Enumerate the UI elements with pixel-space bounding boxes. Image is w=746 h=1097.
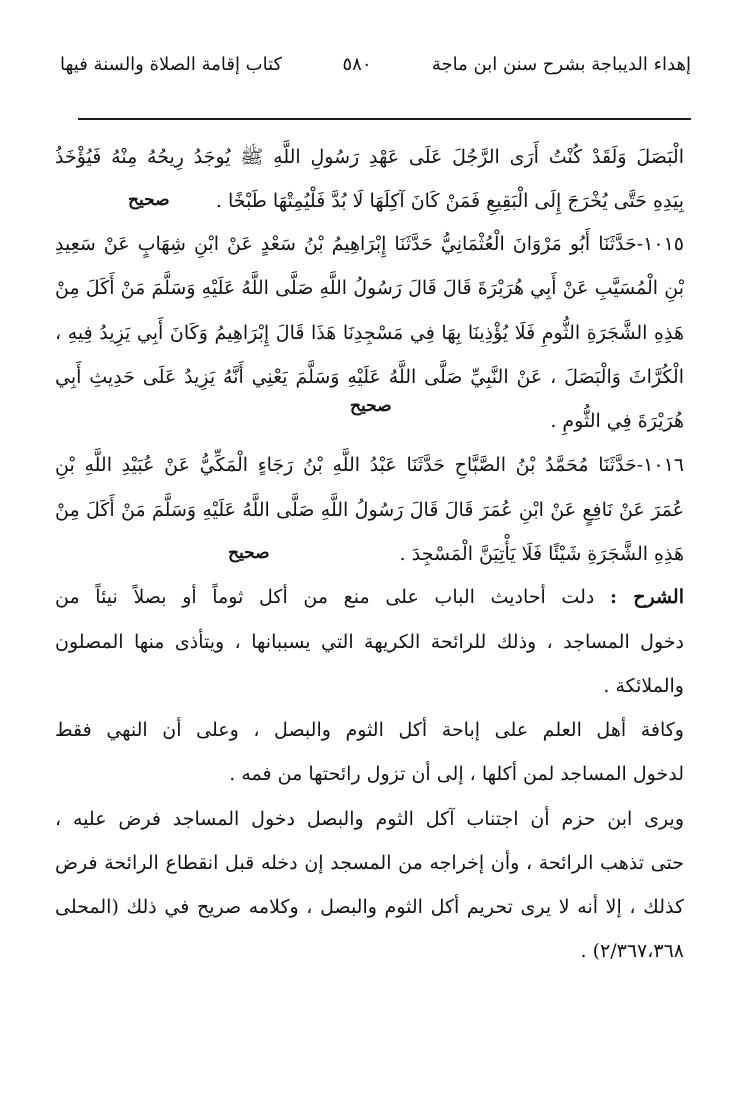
header-divider	[78, 118, 691, 120]
grade-badge-1: صحيح	[128, 190, 170, 210]
sharh-label: الشرح :	[609, 586, 684, 608]
page-number: ٥٨٠	[342, 53, 372, 75]
text-line-2: بِيَدِهِ حَتَّى يُخْرَجَ إِلَى الْبَقِيعِ فَمَنْ كَانَ آكِلَهَا لَا بُدَّ فَلْيُمِتْهَا طَبْخًا .	[215, 190, 684, 212]
text-line-1: الْبَصَلَ وَلَقَدْ كُنْتُ أَرَى الرَّجُلَ عَلَى عَهْدِ رَسُولِ اللَّهِ ﷺ يُوجَدُ رِيحُهُ مِنْهُ فَيُؤْخَذُ	[55, 146, 684, 168]
grade-badge-2: صحيح	[350, 396, 392, 416]
text-line-18: كذلك ، إلا أنه لا يرى تحريم أكل الثوم والبصل ، وكلامه صريح في ذلك (المحلى	[55, 896, 684, 918]
text-line-14: وكافة أهل العلم على إباحة أكل الثوم والبصل ، وعلى أن النهي فقط	[55, 719, 684, 741]
chapter-title: كتاب إقامة الصلاة والسنة فيها	[60, 53, 283, 75]
text-line-19: ٢/٣٦٧،٣٦٨) .	[580, 940, 684, 962]
text-line-8: ١٠١٦-حَدَّثَنَا مُحَمَّدُ بْنُ الصَّبَّاحِ حَدَّثَنَا عَبْدُ اللَّهِ بْنُ رَجَاءٍ الْمَكِّيُّ عَنْ عُبَيْدِ اللَّهِ بْنِ	[55, 454, 684, 476]
text-line-15: لدخول المساجد لمن أكلها ، إلى أن تزول رائحتها من فمه .	[229, 763, 684, 785]
text-line-10: هَذِهِ الشَّجَرَةِ شَيْئًا فَلَا يَأْتِيَنَّ الْمَسْجِدَ .	[399, 543, 684, 565]
text-line-4: بْنِ الْمُسَيَّبِ عَنْ أَبِي هُرَيْرَةَ قَالَ قَالَ رَسُولُ اللَّهِ صَلَّى اللَّهُ عَلَيْهِ وَسَلَّمَ مَنْ أَكَلَ مِنْ	[55, 277, 684, 299]
sharh-text: دلت أحاديث الباب على منع من أكل ثوماً أو بصلاً نيئاً من	[55, 586, 595, 608]
grade-badge-3: صحيح	[228, 543, 270, 563]
text-line-9: عُمَرَ عَنْ نَافِعٍ عَنْ ابْنِ عُمَرَ قَالَ قَالَ رَسُولُ اللَّهِ صَلَّى اللَّهُ عَلَيْهِ وَسَلَّمَ مَنْ أَكَلَ مِنْ	[55, 499, 684, 521]
text-line-6: الْكُرَّاثَ وَالْبَصَلَ ، عَنْ النَّبِيِّ صَلَّى اللَّهُ عَلَيْهِ وَسَلَّمَ يَعْنِي أَنَّهُ يَزِيدُ عَلَى حَدِيثِ أَبِي	[55, 366, 684, 388]
sharh-line-1	[55, 582, 684, 614]
text-line-13: والملائكة .	[603, 675, 684, 697]
text-line-7: هُرَيْرَةَ فِي الثُّومِ .	[550, 410, 684, 432]
text-line-3: ١٠١٥-حَدَّثَنَا أَبُو مَرْوَانَ الْعُثْمَانِيُّ حَدَّثَنَا إِبْرَاهِيمُ بْنُ سَعْدٍ عَنْ ابْنِ شِهَابٍ عَنْ سَعِيدِ	[55, 233, 684, 255]
text-line-16: ويرى ابن حزم أن اجتناب آكل الثوم والبصل دخول المساجد فرض عليه ،	[55, 808, 684, 830]
text-line-17: حتى تذهب الرائحة ، وأن إخراجه من المسجد إن دخله قبل انقطاع الرائحة فرض	[55, 852, 684, 874]
text-line-5: هَذِهِ الشَّجَرَةِ الثُّومِ فَلَا يُؤْذِينَا بِهَا فِي مَسْجِدِنَا هَذَا قَالَ إِبْرَاهِيمُ وَكَانَ أَبِي يَزِيدُ فِيهِ ،	[55, 322, 684, 344]
text-line-12: دخول المساجد ، وذلك للرائحة الكريهة التي يسببانها ، ويتأذى منها المصلون	[55, 631, 684, 653]
page-header	[60, 48, 691, 80]
book-title: إهداء الديباجة بشرح سنن ابن ماجة	[431, 53, 691, 75]
